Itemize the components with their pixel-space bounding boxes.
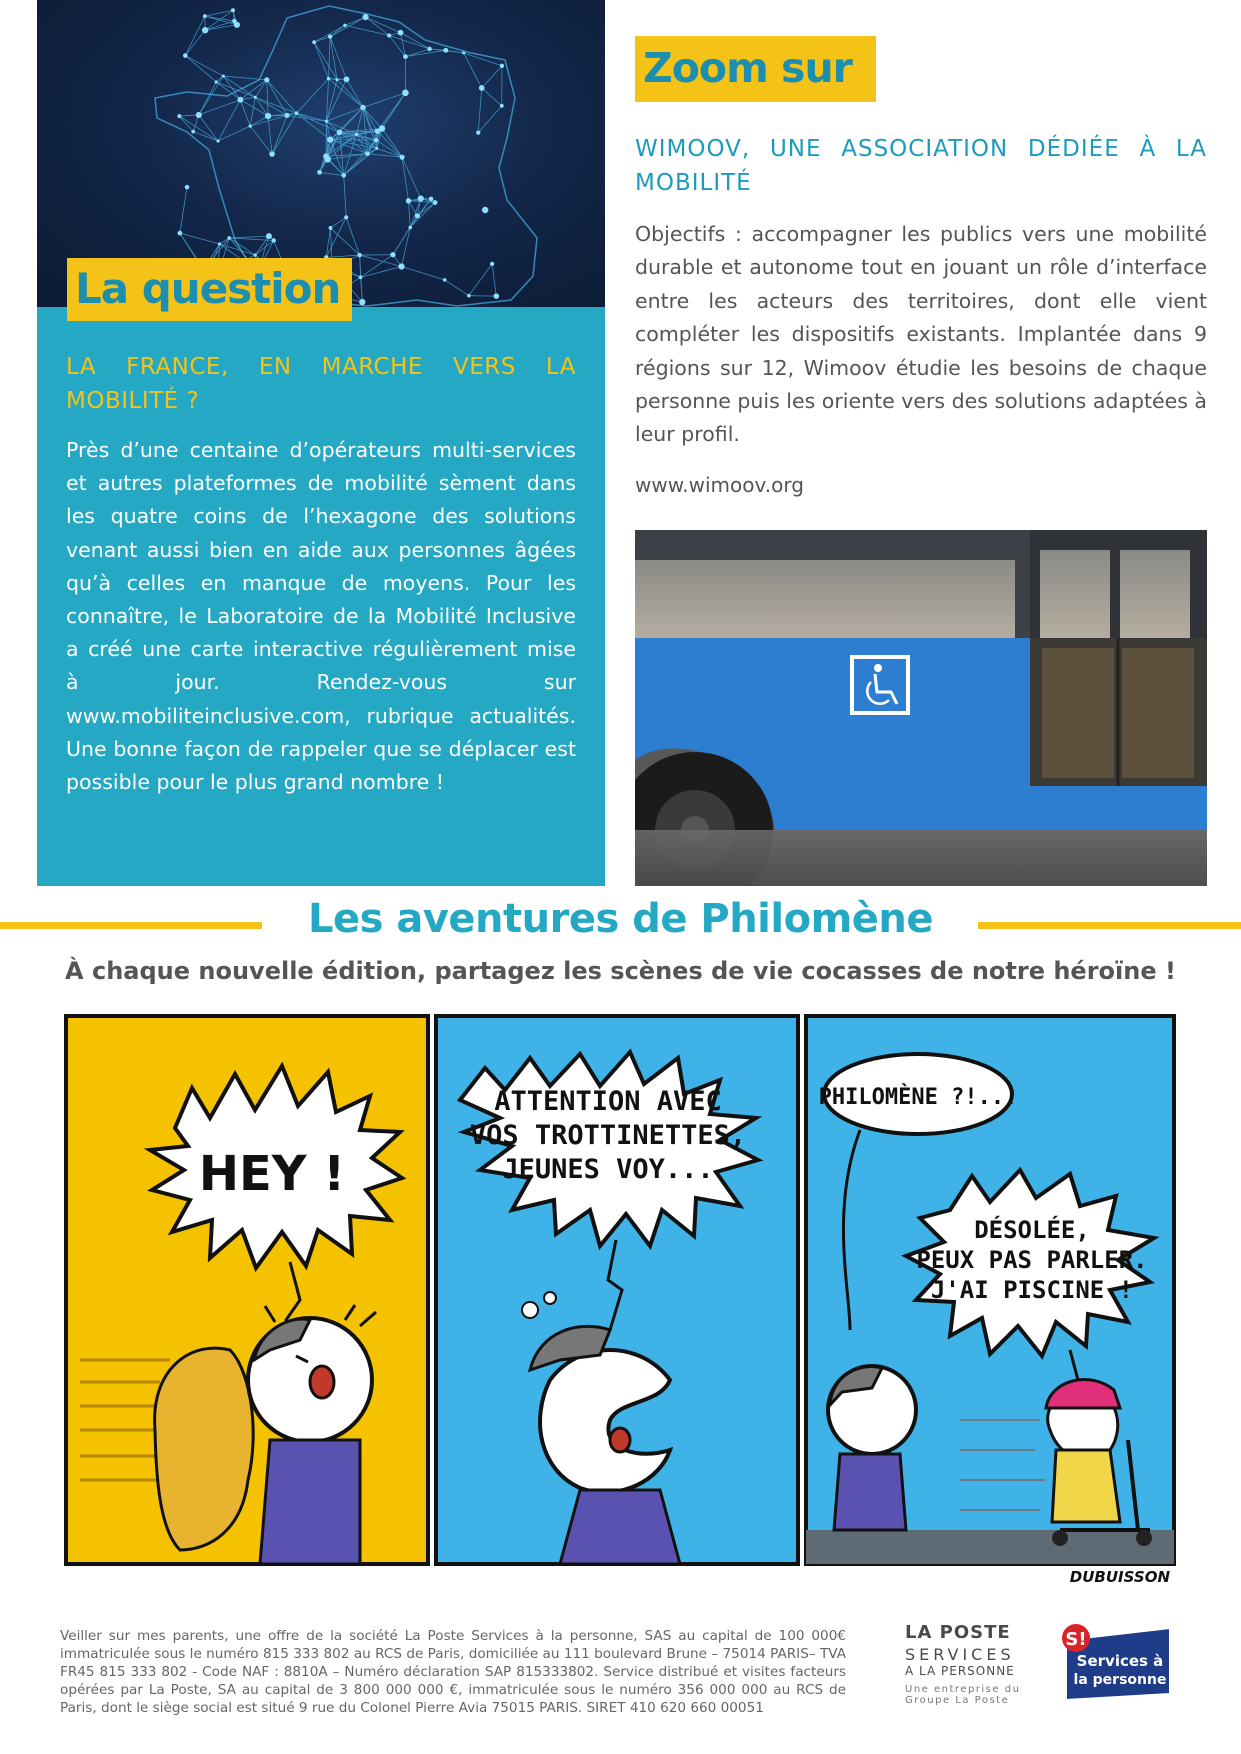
- bus-photo: [635, 530, 1207, 886]
- sap-logo-line2: la personne: [1073, 1672, 1167, 1688]
- wimoov-link[interactable]: www.wimoov.org: [635, 473, 804, 497]
- panel3-bubble-a: PHILOMÈNE ?!...: [818, 1085, 1018, 1110]
- panel3-bubble-b-line2: PEUX PAS PARLER.: [916, 1246, 1148, 1274]
- question-box: [37, 0, 605, 886]
- question-title: La question: [67, 258, 352, 321]
- svg-text:S!: S!: [1065, 1629, 1087, 1650]
- comic-signature: DUBUISSON: [1069, 1568, 1170, 1585]
- comic-panel-1: [66, 1016, 428, 1564]
- logo-line-personne: A LA PERSONNE: [905, 1664, 1015, 1678]
- zoom-title: Zoom sur: [635, 36, 876, 102]
- panel2-bubble-line3: JEUNES VOY...: [502, 1154, 714, 1185]
- footer-legal-text: Veiller sur mes parents, une offre de la société La Poste Services à la personne, SAS au capital de 100 000€ immatriculée sous le numéro 815 333 802 au RCS de Paris, domiciliée au 111 boulevard Brune – 75014 PARIS– TVA FR45 815 333 802 - Code NAF : 8810A – Numéro déclaration SAP 815333802. Service distribué et visites facteurs opérées par La Poste, SA au capital de 3 800 000 000 €, immatriculée sous le numéro 356 000 000 au RCS de Paris, dont le siège social est situé 9 rue du Colonel Pierre Avia 75015 PARIS. SIRET 410 620 660 00051: [60, 1628, 846, 1716]
- question-body: Près d’une centaine d’opérateurs multi-services et autres plateformes de mobilité sèment dans les quatre coins de l’hexagone des solutions venant aussi bien en aide aux personnes âgées qu’à celles en manque de moyens. Pour les connaître, le Laboratoire de la Mobilité Inclusive a créé une carte interactive régulièrement mise à jour. Rendez-vous sur www.mobiliteinclusive.com, rubrique actualités. Une bonne façon de rappeler que se déplacer est possible pour le plus grand nombre !: [66, 438, 576, 795]
- services-a-la-personne-logo: [1058, 1620, 1178, 1706]
- bus-photo-graphic: [635, 530, 1207, 886]
- comic-panel-3: [806, 1016, 1174, 1564]
- question-subtitle: LA FRANCE, EN MARCHE VERS LA MOBILITÉ ?: [66, 354, 576, 414]
- comic-panel-2: [436, 1016, 798, 1564]
- panel3-bubble-b-line1: DÉSOLÉE,: [974, 1216, 1090, 1244]
- comic-title: Les aventures de Philomène: [307, 896, 933, 942]
- logo-line-services: SERVICES: [905, 1645, 1015, 1664]
- comic-strip: [60, 1010, 1180, 1585]
- logo-line-la-poste: LA POSTE: [905, 1622, 1011, 1643]
- zoom-body: Objectifs : accompagner les publics vers une mobilité durable et autonome tout en jouant un rôle d’interface entre les acteurs des territoires, dont elle vient compléter les dispositifs existants. Implantée dans 9 régions sur 12, Wimoov étudie les besoins de chaque personne puis les oriente vers des solutions adaptées à leur profil.: [635, 222, 1207, 447]
- la-poste-logo: [905, 1622, 1035, 1706]
- panel2-bubble-line2: VOS TROTTINETTES,: [469, 1120, 747, 1151]
- panel2-bubble-line1: ATTENTION AVEC: [494, 1086, 722, 1117]
- comic-subtitle: À chaque nouvelle édition, partagez les scènes de vie cocasses de notre héroïne !: [65, 957, 1176, 985]
- panel1-bubble-text: HEY !: [198, 1146, 346, 1202]
- panel3-bubble-b-line3: J'AI PISCINE !: [930, 1276, 1134, 1304]
- logo-line-entreprise: Une entreprise du: [905, 1684, 1021, 1695]
- logo-line-groupe: Groupe La Poste: [905, 1695, 1010, 1706]
- sap-logo-line1: Services à: [1076, 1652, 1164, 1670]
- zoom-subtitle: WIMOOV, UNE ASSOCIATION DÉDIÉE À LA MOBILITÉ: [635, 136, 1207, 196]
